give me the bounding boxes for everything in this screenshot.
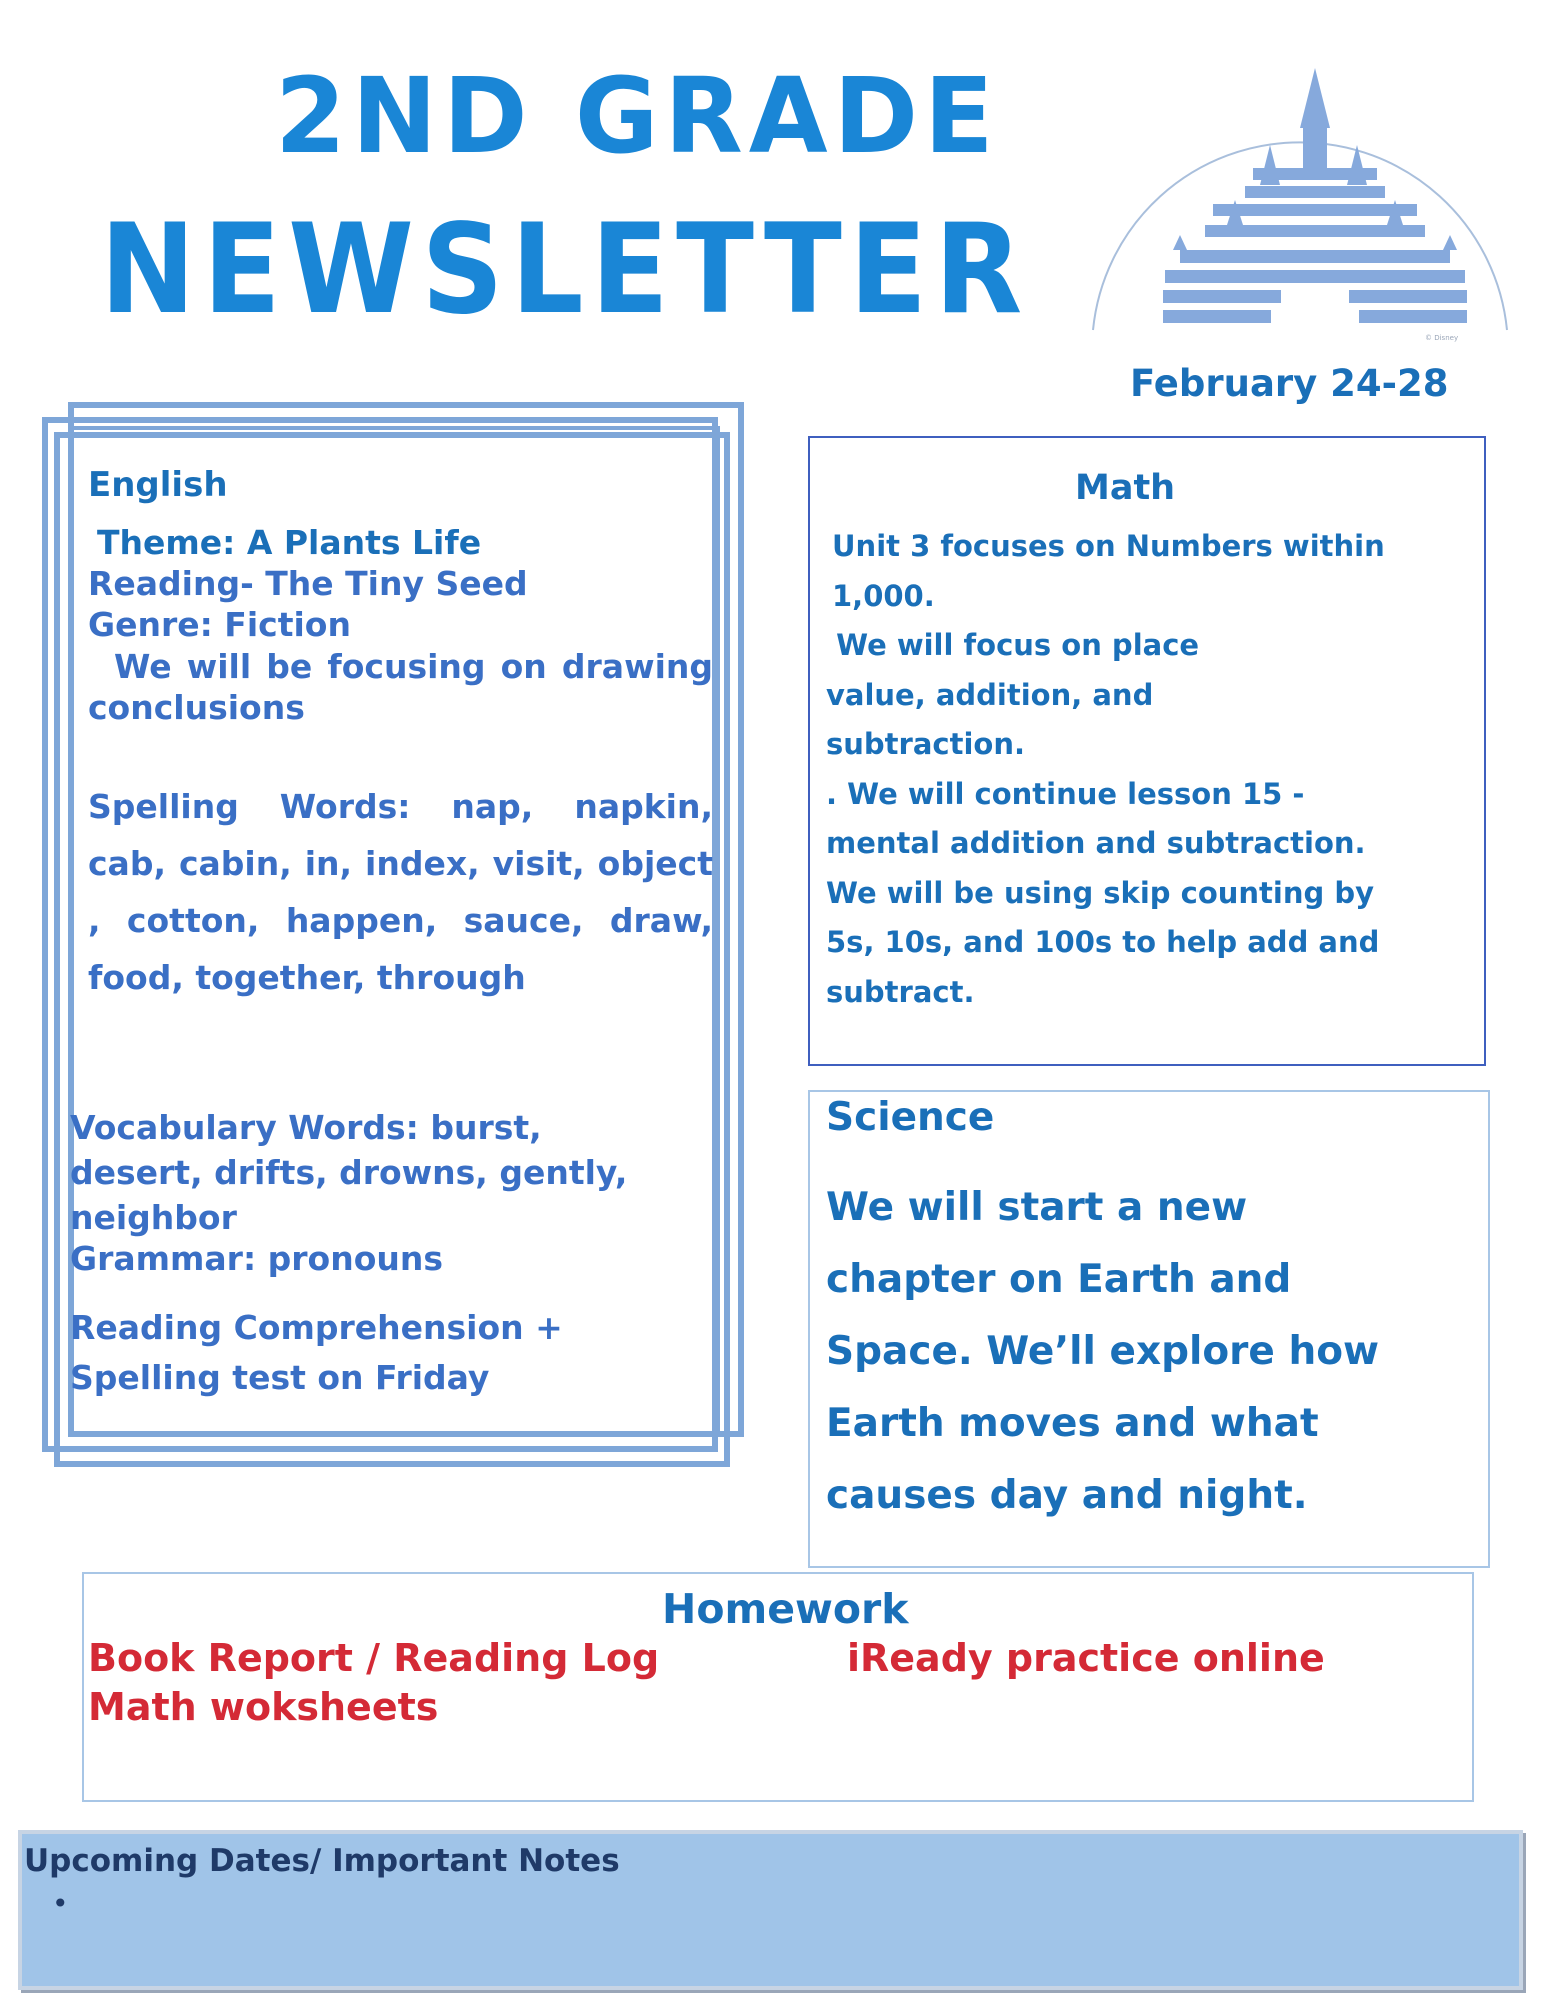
- english-test-note: Reading Comprehension + Spelling test on Friday: [70, 1308, 563, 1397]
- science-heading: Science: [826, 1095, 995, 1140]
- castle-logo-icon: [1085, 50, 1515, 355]
- notes-bullet: •: [52, 1887, 69, 1920]
- newsletter-title-line1: 2ND GRADE: [275, 55, 1000, 177]
- english-genre: Genre: Fiction: [88, 605, 351, 644]
- science-text: We will start a new chapter on Earth and Space. We’ll explore how Earth moves and what causes day and night.: [826, 1185, 1380, 1518]
- notes-heading: Upcoming Dates/ Important Notes: [24, 1843, 620, 1879]
- newsletter-date: February 24-28: [1130, 362, 1449, 405]
- english-spelling-words: Spelling Words: nap, napkin, cab, cabin, in, index, visit, object , cotton, happen, sauce, draw, food, together, through: [88, 787, 713, 997]
- math-line2: We will focus on place value, addition, and subtraction.: [826, 628, 1210, 761]
- english-theme: Theme: A Plants Life: [97, 523, 482, 562]
- english-reading: Reading- The Tiny Seed: [88, 564, 528, 603]
- homework-item-math-worksheets: Math woksheets: [88, 1685, 439, 1729]
- english-focus: We will be focusing on drawing conclusions: [88, 647, 713, 727]
- homework-item-book-report: Book Report / Reading Log: [88, 1636, 660, 1680]
- english-vocabulary-words: Vocabulary Words: burst, desert, drifts, drowns, gently, neighbor: [70, 1108, 628, 1237]
- homework-item-iready: iReady practice online: [847, 1636, 1325, 1680]
- math-text: [826, 522, 1466, 1017]
- math-heading: Math: [1075, 468, 1176, 508]
- english-heading: English: [88, 465, 228, 505]
- math-line3: . We will continue lesson 15 - mental addition and subtraction. We will be using skip counting by 5s, 10s, and 100s to help add and subtract.: [826, 776, 1380, 1009]
- homework-heading: Homework: [662, 1585, 909, 1633]
- english-grammar: Grammar: pronouns: [70, 1239, 443, 1278]
- castle-copyright: © Disney: [1425, 334, 1459, 342]
- newsletter-title-line2: NEWSLETTER: [100, 198, 1030, 342]
- math-line1: Unit 3 focuses on Numbers within 1,000.: [832, 529, 1385, 613]
